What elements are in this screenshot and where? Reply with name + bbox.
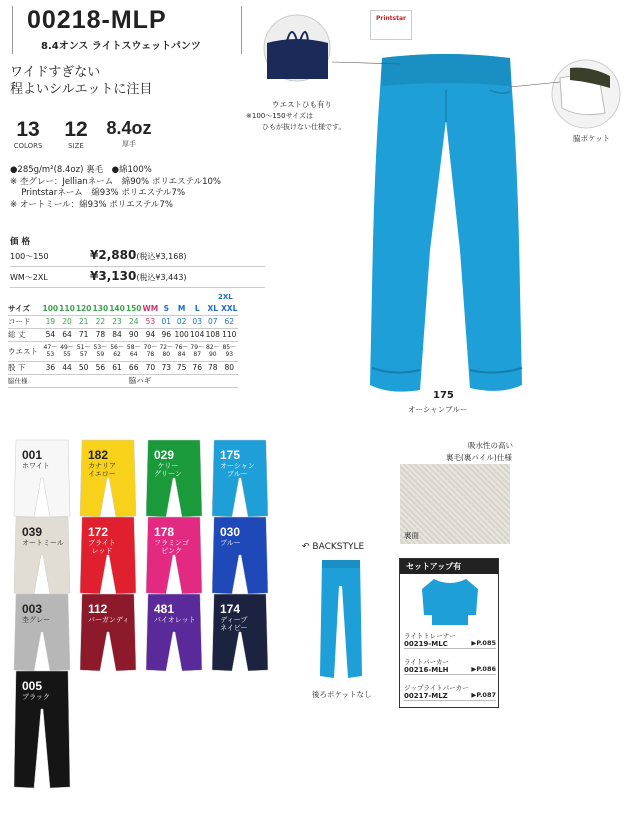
swatch-number: 172 xyxy=(88,525,109,539)
fabric-texture-image: 裏面 xyxy=(400,464,510,544)
setup-item[interactable]: ライトトレーナー 00219-MLC ▶P.085 xyxy=(404,632,496,648)
swatch-name: ケリー グリーン xyxy=(154,462,182,478)
catch-copy xyxy=(10,64,152,98)
catch-line-2: 程よいシルエットに注目 xyxy=(10,82,153,97)
setup-heading: セットアップ有 xyxy=(400,559,498,574)
back-pants-image xyxy=(316,556,366,686)
hero-pants-image xyxy=(360,50,530,410)
waist-caption: ウエストひも有り xyxy=(272,100,332,109)
color-swatch[interactable] xyxy=(12,515,72,595)
color-swatch[interactable] xyxy=(78,438,138,518)
swatch-name: ホワイト xyxy=(22,462,50,470)
product-code: 00218-MLP xyxy=(27,6,167,34)
swatch-name: ブラック xyxy=(22,693,50,701)
setup-item[interactable]: ジップライトパーカー 00217-MLZ ▶P.087 xyxy=(404,684,496,700)
swatch-number: 112 xyxy=(88,602,108,616)
color-swatch[interactable] xyxy=(144,515,204,595)
table-row: 股 下 36 44 50 56 61 66 70 73 75 76 78 80 xyxy=(8,361,238,374)
swatch-name: ディープ ネイビー xyxy=(220,616,248,632)
swatch-name: オーシャン ブルー xyxy=(220,462,255,478)
pants-swatch-shape xyxy=(78,592,138,672)
swatch-number: 481 xyxy=(154,602,175,616)
table-row: 脇仕様 脇ハギ xyxy=(8,374,238,387)
size-2xl-label: 2XL xyxy=(218,293,233,301)
back-arrow-icon: ↶ xyxy=(302,542,310,552)
price-row: WM〜2XL ¥3,130(税込¥3,443) xyxy=(10,268,265,288)
swatch-name: ブルー xyxy=(220,539,241,547)
swatch-number: 175 xyxy=(220,448,241,462)
price-heading: 価 格 xyxy=(10,237,30,247)
price-row: 100〜150 ¥2,880(税込¥3,168) xyxy=(10,247,265,267)
setup-item[interactable]: ライトパーカー 00216-MLH ▶P.086 xyxy=(404,658,496,674)
swatch-name: パイオレット xyxy=(154,616,196,624)
swatch-number: 029 xyxy=(154,448,175,462)
brand-logo: Printstar xyxy=(370,10,412,40)
setup-box xyxy=(399,558,499,708)
stat-size: 12 SIZE xyxy=(64,118,88,150)
swatch-name: オートミール xyxy=(22,539,64,547)
catch-line-1: ワイドすぎない xyxy=(10,65,101,80)
swatch-number: 039 xyxy=(22,525,43,539)
swatch-number: 005 xyxy=(22,679,43,693)
stat-colors: 13 COLORS xyxy=(13,118,43,150)
swatch-name: フラミンゴ ピンク xyxy=(154,539,189,555)
swatch-name: バーガンディ xyxy=(88,616,130,624)
table-row: ウエスト 47〜53 49〜55 51〜57 53〜59 56〜62 58〜64 70〜78 72〜80 76〜84 79〜87 82〜90 85〜93 xyxy=(8,341,238,361)
swatch-name: カナリア イエロー xyxy=(88,462,116,478)
waist-detail-image xyxy=(262,13,332,83)
sweatshirt-image xyxy=(420,575,480,627)
table-row: コード 19 20 21 22 23 24 53 01 02 03 07 62 xyxy=(8,315,238,328)
table-row: 総 丈 54 64 71 78 84 90 94 96 100 104 108 110 xyxy=(8,330,237,339)
swatch-name: 杢グレー xyxy=(22,616,50,624)
color-swatch[interactable] xyxy=(144,438,204,518)
fabric-caption-2: 裏毛(裏パイル)仕様 xyxy=(446,453,512,462)
hero-color-number: 175 xyxy=(433,390,454,401)
swatch-number: 001 xyxy=(22,448,43,462)
callout-lines xyxy=(330,52,570,92)
back-caption: 後ろポケットなし xyxy=(312,690,372,699)
color-swatch[interactable] xyxy=(12,438,72,518)
color-swatch[interactable] xyxy=(210,515,270,595)
waist-note-2: ひもが抜けない仕様です。 xyxy=(262,123,346,131)
product-title-block xyxy=(12,6,242,54)
material-spec: ●285g/m²(8.4oz) 裏毛 ●綿100% ※ 杢グレー：Jellianネーム 綿90% ポリエステル10% Printstarネーム 綿93% ポリエステル7% ※ オートミール：綿93% ポリエステル7% xyxy=(10,165,221,210)
backstyle-title: ↶ BACKSTYLE xyxy=(302,542,365,552)
color-swatch[interactable] xyxy=(210,592,270,672)
swatch-number: 178 xyxy=(154,525,175,539)
swatch-number: 182 xyxy=(88,448,109,462)
color-swatch[interactable] xyxy=(12,592,72,672)
fabric-caption-1: 吸水性の高い xyxy=(468,441,513,450)
product-subtitle: 8.4オンス ライトスウェットパンツ xyxy=(41,41,201,52)
swatch-number: 174 xyxy=(220,602,241,616)
swatch-name: ブライト レッド xyxy=(88,539,116,555)
size-table xyxy=(8,302,238,388)
stats-row xyxy=(8,118,158,158)
pocket-caption: 脇ポケット xyxy=(573,134,611,143)
size-header-row: サイズ 100 110 120 130 140 150 WM S M L XL XXL xyxy=(8,302,238,315)
color-swatch[interactable] xyxy=(144,592,204,672)
stat-weight: 8.4oz 厚手 xyxy=(106,118,152,148)
swatch-number: 003 xyxy=(22,602,43,616)
color-swatch[interactable] xyxy=(78,592,138,672)
color-swatch[interactable] xyxy=(210,438,270,518)
color-swatch[interactable] xyxy=(12,669,72,789)
color-swatch[interactable] xyxy=(78,515,138,595)
swatch-number: 030 xyxy=(220,525,241,539)
hero-color-name: オーシャンブルー xyxy=(408,405,468,414)
waist-note-1: ※100〜150サイズは xyxy=(246,112,314,120)
